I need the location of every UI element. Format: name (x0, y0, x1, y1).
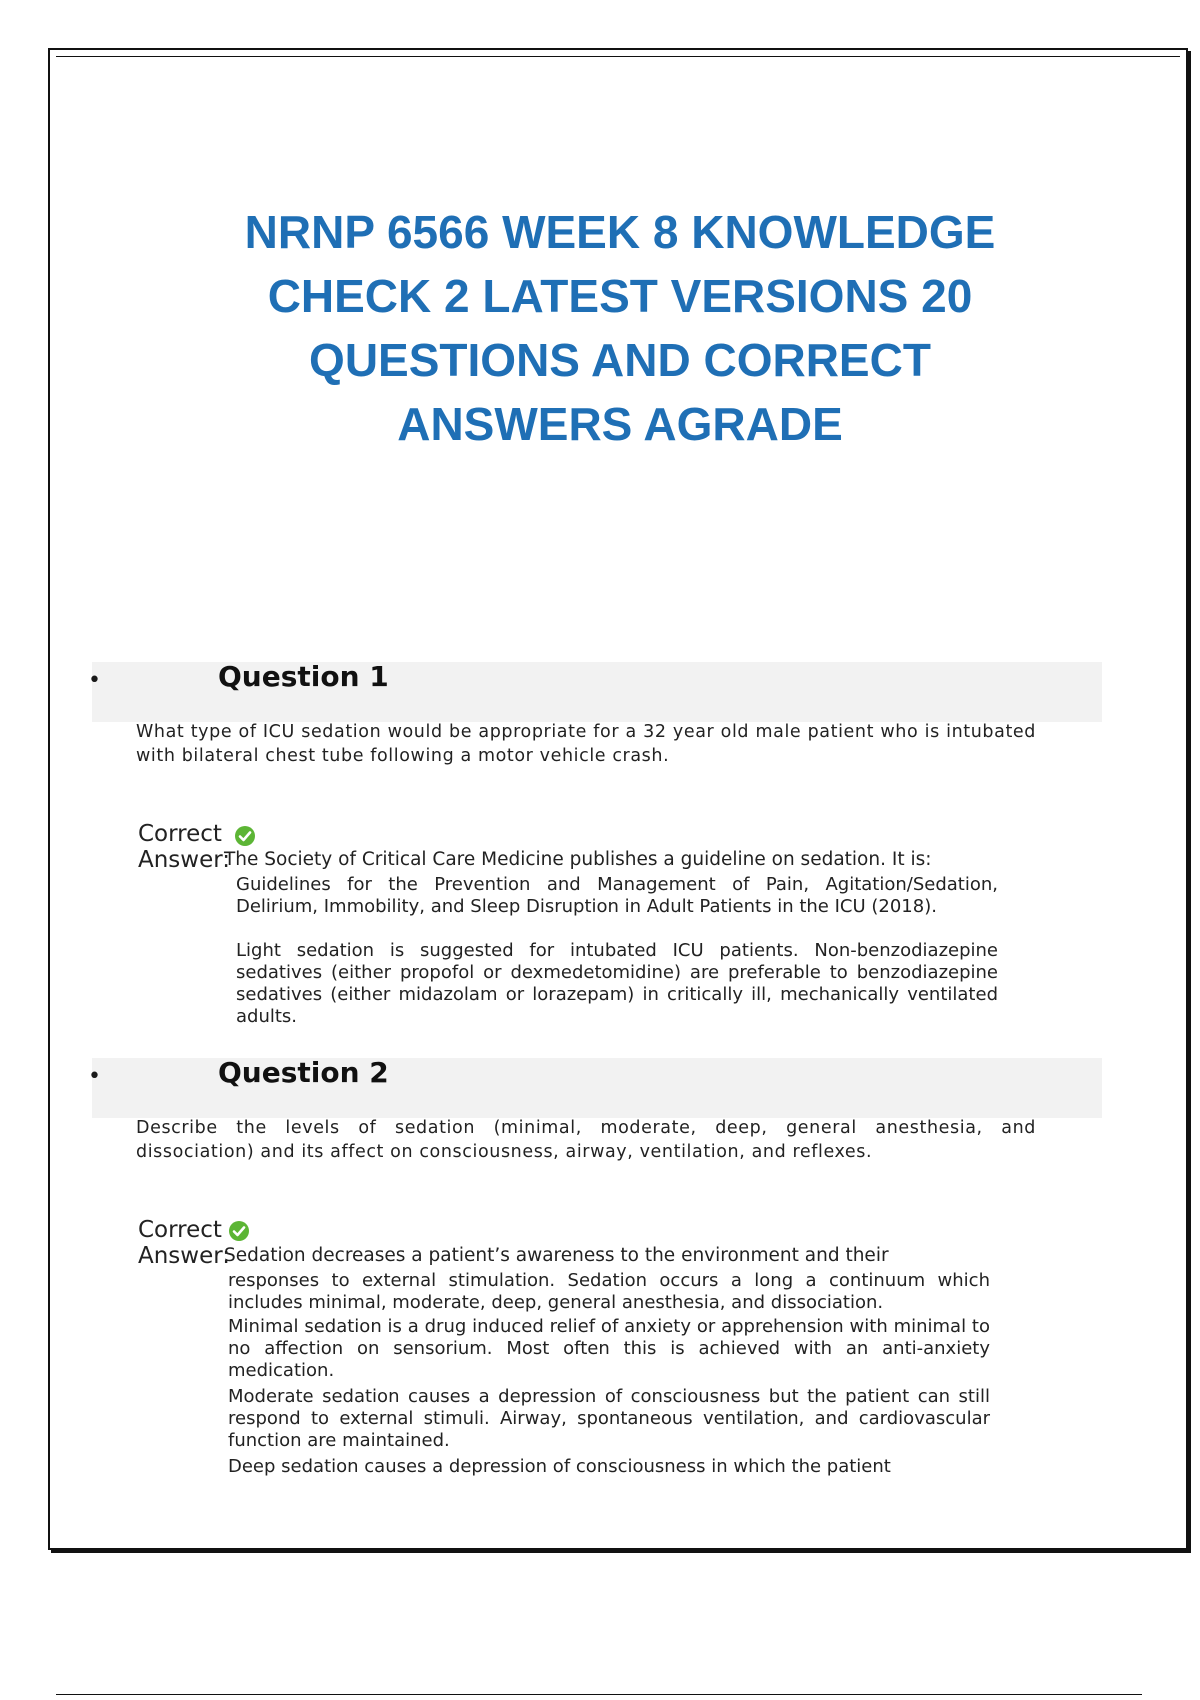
answer-label: Answer: (138, 1243, 231, 1269)
answer-label: Answer: (138, 847, 231, 873)
check-icon (234, 825, 256, 847)
bullet: • (88, 1064, 101, 1089)
answer-intro: Sedation decreases a patient’s awareness to the environment and their (224, 1245, 889, 1266)
question-1-text: What type of ICU sedation would be appropriate for a 32 year old male patient who is intubated with bilateral chest tube following a motor vehicle crash. (136, 722, 1036, 766)
answer-paragraph: responses to external stimulation. Sedation occurs a long a continuum which includes minimal, moderate, deep, general anesthesia, and dissociation. (228, 1270, 990, 1313)
answer-paragraph: Minimal sedation is a drug induced relief of anxiety or apprehension with minimal to no affection on sensorium. Most often this is achieved with an anti-anxiety medication. (228, 1316, 990, 1381)
bullet: • (88, 668, 101, 693)
correct-label: Correct (138, 821, 222, 847)
bottom-rule (56, 1694, 1142, 1695)
answer-paragraph: Moderate sedation causes a depression of consciousness but the patient can still respond to external stimuli. Airway, spontaneous ventilation, and cardiovascular function are maintained. (228, 1386, 990, 1451)
correct-label: Correct (138, 1217, 222, 1243)
top-rule (56, 56, 1180, 57)
document-title: NRNP 6566 WEEK 8 KNOWLEDGE CHECK 2 LATEST VERSIONS 20 QUESTIONS AND CORRECT ANSWERS AGRADE (244, 206, 996, 450)
answer-paragraph: Guidelines for the Prevention and Management of Pain, Agitation/Sedation, Delirium, Immobility, and Sleep Disruption in Adult Patients in the ICU (2018). (236, 874, 998, 917)
answer-paragraph: Light sedation is suggested for intubated ICU patients. Non-benzodiazepine sedatives (either propofol or dexmedetomidine) are preferable to benzodiazepine sedatives (either midazolam or lorazepam) in critically ill, mechanically ventilated adults. (236, 940, 998, 1027)
document-page (48, 48, 1188, 1550)
answer-intro: The Society of Critical Care Medicine publishes a guideline on sedation. It is: (224, 849, 932, 870)
answer-paragraph: Deep sedation causes a depression of consciousness in which the patient (228, 1456, 891, 1477)
question-2-text: Describe the levels of sedation (minimal, moderate, deep, general anesthesia, and dissociation) and its affect on consciousness, airway, ventilation, and reflexes. (136, 1118, 1036, 1162)
question-1-title: Question 1 (218, 660, 389, 693)
question-2-title: Question 2 (218, 1056, 389, 1089)
check-icon (228, 1220, 250, 1242)
